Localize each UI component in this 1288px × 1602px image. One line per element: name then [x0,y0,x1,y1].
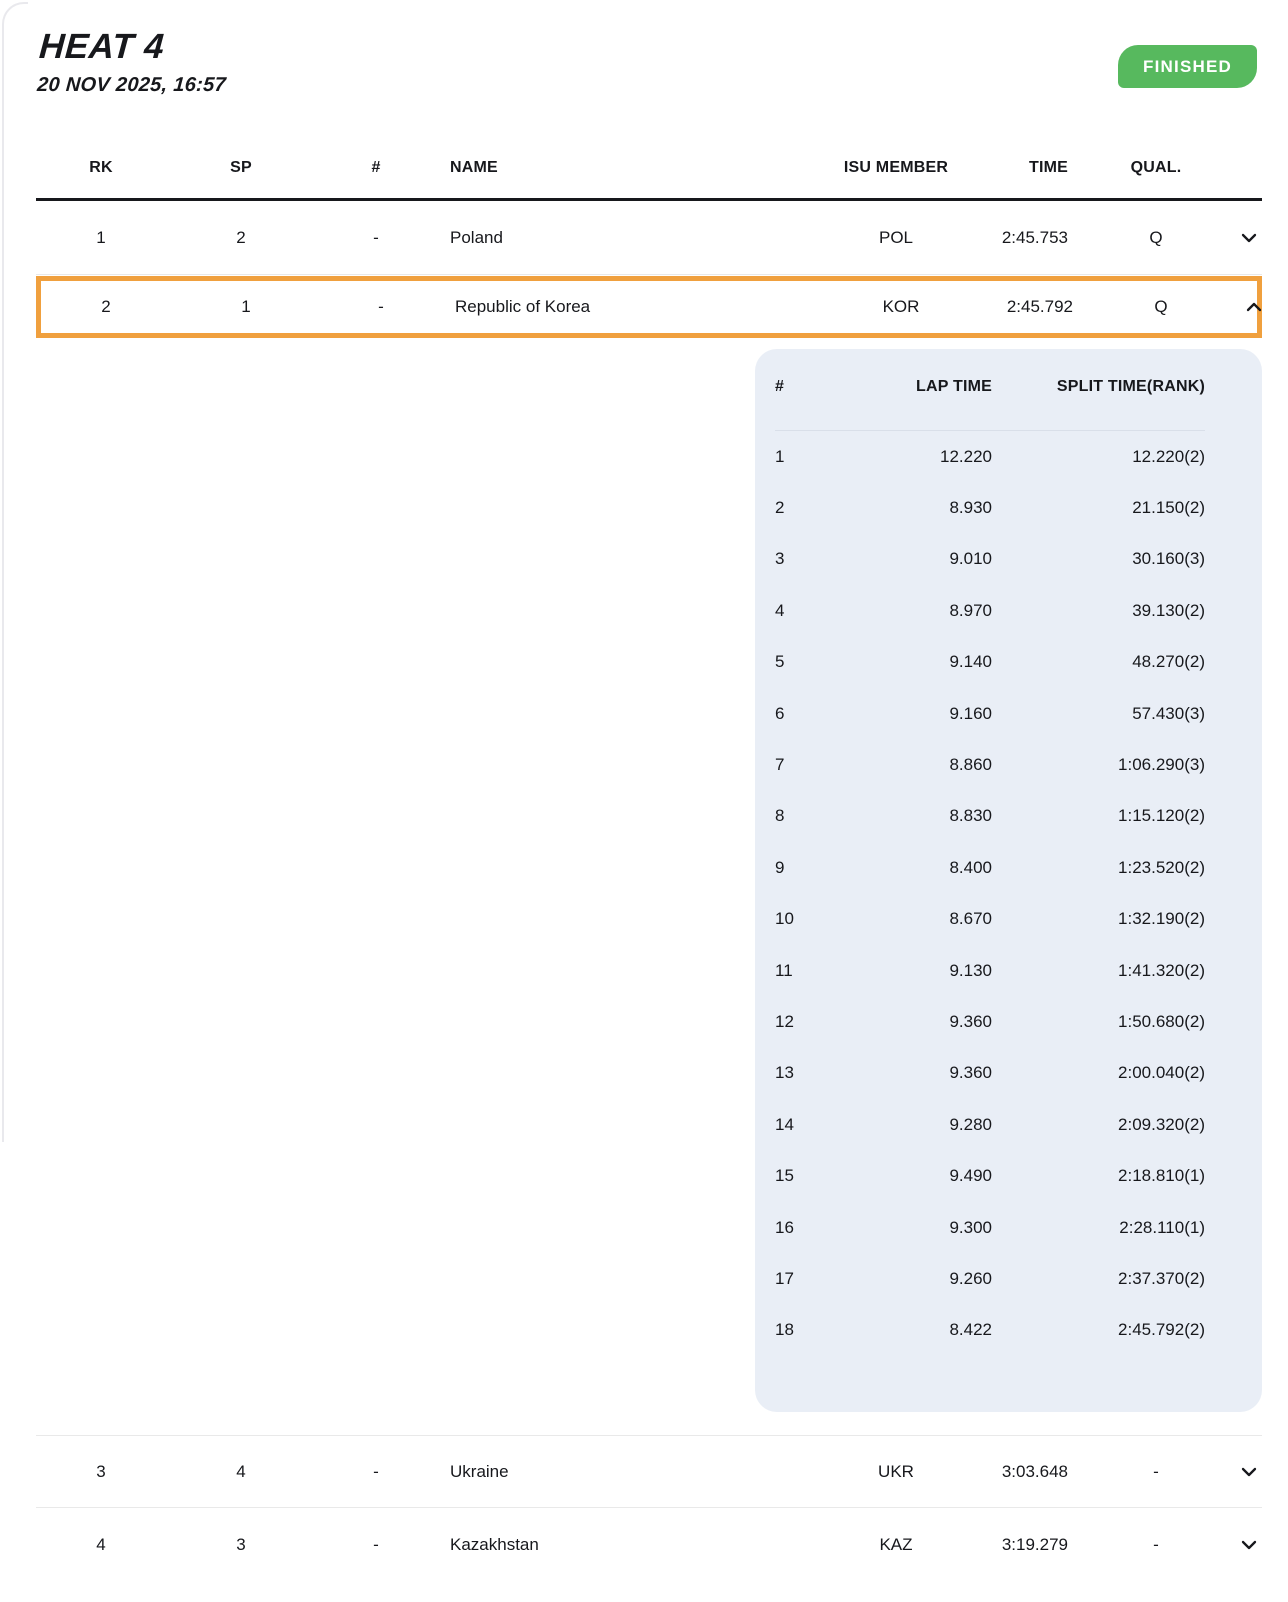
chevron-down-icon[interactable] [1241,233,1257,243]
split-time: 21.150(2) [1132,498,1205,518]
result-row-poland[interactable] [36,201,1262,275]
lap-time: 8.400 [949,857,992,877]
lap-row [775,637,1205,688]
qual-cell: Q [1154,297,1168,316]
name-cell: Republic of Korea [455,297,591,316]
lap-time: 9.260 [949,1268,992,1288]
lap-time: 8.670 [949,909,992,929]
isu-member-cell: KOR [882,297,920,316]
lap-time: 9.360 [949,1063,992,1083]
lap-time: 8.930 [949,498,992,518]
lap-row [775,842,1205,893]
split-time: 1:32.190(2) [1118,909,1205,929]
lap-time: 12.220 [940,446,992,466]
lap-number: 5 [775,652,785,672]
status-badge: FINISHED [1118,45,1257,88]
col-header-isu-member: ISU MEMBER [843,158,949,176]
lap-time: 9.140 [949,652,992,672]
lap-time: 9.280 [949,1114,992,1134]
split-time: 12.220(2) [1132,446,1205,466]
results-header-row [36,137,1262,201]
lap-number: 17 [775,1268,794,1288]
lap-number: 3 [775,549,785,569]
split-time: 2:37.370(2) [1118,1268,1205,1288]
split-time: 1:15.120(2) [1118,806,1205,826]
lap-header-row [775,363,1205,411]
split-time: 30.160(3) [1132,549,1205,569]
chevron-up-icon[interactable] [1246,302,1262,312]
lap-number: 12 [775,1011,794,1031]
rank-cell: 1 [96,227,106,247]
lap-time: 9.360 [949,1011,992,1031]
lap-row [775,945,1205,996]
split-time: 2:18.810(1) [1118,1166,1205,1186]
lap-number: 18 [775,1320,794,1340]
lap-time: 9.160 [949,703,992,723]
lap-row [775,688,1205,739]
lap-number: 15 [775,1166,794,1186]
isu-member-cell: KAZ [879,1535,913,1554]
lap-number: 7 [775,755,785,775]
col-header-sp: SP [230,158,252,176]
lap-number: 4 [775,600,785,620]
split-time: 48.270(2) [1132,652,1205,672]
time-cell: 3:19.279 [1001,1535,1068,1554]
lap-time: 8.422 [949,1320,992,1340]
bib-cell: - [373,227,379,247]
split-time: 2:09.320(2) [1118,1114,1205,1134]
split-time: 1:50.680(2) [1118,1011,1205,1031]
lap-time: 9.010 [949,549,992,569]
results-table [36,137,1262,1582]
col-header-qual: QUAL. [1130,158,1182,176]
isu-member-cell: POL [878,227,914,247]
bib-cell: - [373,1461,379,1481]
lap-time: 8.970 [949,600,992,620]
name-cell: Poland [450,227,503,247]
lap-number: 1 [775,446,785,466]
lap-row [775,1150,1205,1201]
card-corner [2,2,28,1142]
lap-number: 9 [775,857,785,877]
col-header-time: TIME [1028,158,1068,176]
time-cell: 2:45.753 [1001,227,1068,247]
col-header-num: # [371,158,381,176]
lap-col-header-num: # [775,378,785,395]
lap-row [775,1202,1205,1253]
lap-row [775,996,1205,1047]
time-cell: 2:45.792 [1006,297,1073,316]
lap-number: 14 [775,1114,794,1134]
lap-number: 11 [775,960,793,980]
lap-row [775,585,1205,636]
lap-number: 2 [775,498,785,518]
split-time: 1:41.320(2) [1118,960,1205,980]
split-time: 1:06.290(3) [1118,755,1205,775]
chevron-down-icon[interactable] [1241,1467,1257,1477]
result-row-kazakhstan[interactable] [36,1508,1262,1582]
start-position-cell: 4 [236,1461,246,1481]
lap-time: 9.490 [949,1166,992,1186]
lap-col-header-splittime: SPLIT TIME(RANK) [1056,378,1205,395]
time-cell: 3:03.648 [1001,1461,1068,1481]
lap-time: 8.860 [949,755,992,775]
lap-row [775,1048,1205,1099]
lap-row [775,1253,1205,1304]
split-time: 39.130(2) [1132,600,1205,620]
name-cell: Kazakhstan [450,1535,539,1554]
split-time: 1:23.520(2) [1118,857,1205,877]
lap-row [775,534,1205,585]
lap-detail-panel [755,349,1262,1412]
rank-cell: 3 [96,1461,106,1481]
lap-row [775,791,1205,842]
lap-row [775,482,1205,533]
qual-cell: Q [1149,227,1163,247]
split-time: 2:00.040(2) [1118,1063,1205,1083]
lap-row [775,1305,1205,1356]
lap-col-header-laptime: LAP TIME [916,378,992,395]
col-header-name: NAME [450,158,498,176]
heat-datetime: 20 NOV 2025, 16:57 [36,74,227,96]
lap-number: 6 [775,703,785,723]
lap-number: 10 [775,909,794,929]
qual-cell: - [1153,1461,1159,1481]
lap-number: 8 [775,806,785,826]
name-cell: Ukraine [450,1461,509,1481]
lap-number: 16 [775,1217,794,1237]
lap-row [775,431,1205,482]
lap-row [775,739,1205,790]
isu-member-cell: UKR [878,1461,914,1481]
result-row-korea-selected[interactable] [36,276,1262,338]
bib-cell: - [378,297,384,316]
bib-cell: - [373,1535,379,1554]
split-time: 2:45.792(2) [1118,1320,1205,1340]
split-time: 2:28.110(1) [1119,1217,1205,1237]
start-position-cell: 1 [241,297,251,316]
chevron-down-icon[interactable] [1241,1540,1257,1550]
rank-cell: 2 [101,297,111,316]
lap-number: 13 [775,1063,794,1083]
start-position-cell: 2 [236,227,246,247]
start-position-cell: 3 [236,1535,246,1554]
split-time: 57.430(3) [1132,703,1205,723]
lap-time: 9.130 [949,960,992,980]
lap-time: 8.830 [949,806,992,826]
result-row-ukraine[interactable] [36,1435,1262,1508]
page-header [0,0,1288,97]
rank-cell: 4 [96,1535,106,1554]
qual-cell: - [1153,1535,1159,1554]
lap-row [775,894,1205,945]
page-title: HEAT 4 [38,27,166,66]
lap-time: 9.300 [949,1217,992,1237]
lap-row [775,1099,1205,1150]
col-header-rk: RK [89,158,113,176]
